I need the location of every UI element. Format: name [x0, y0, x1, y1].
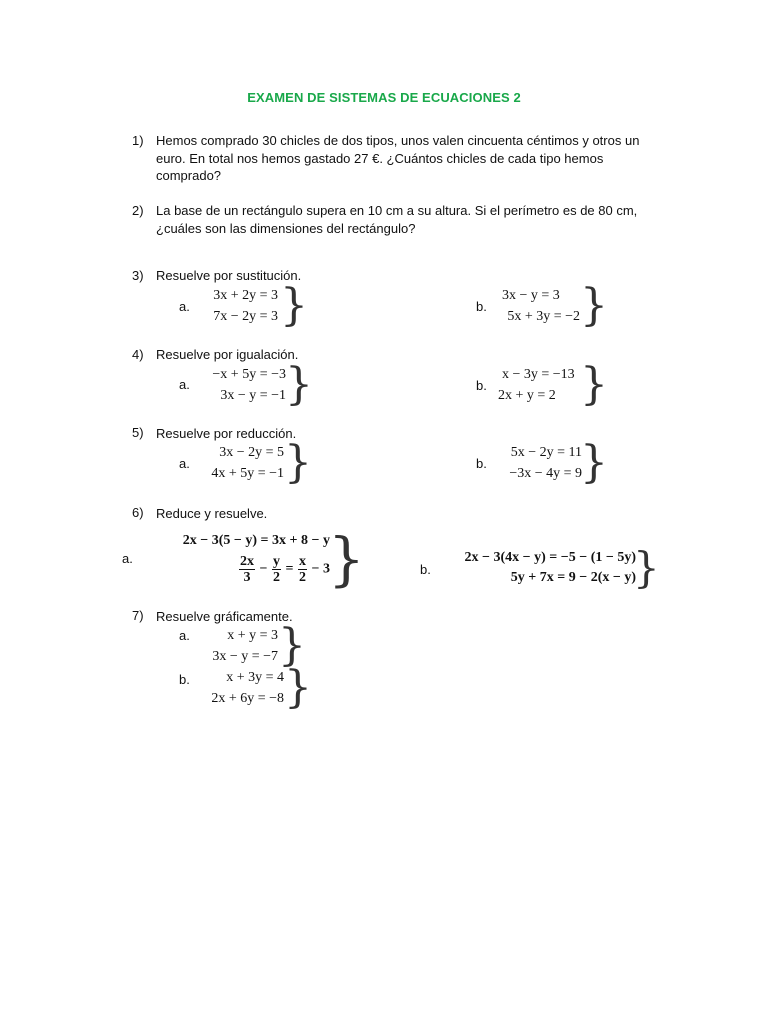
question-6a-system — [160, 530, 330, 585]
question-3b-label: b. — [476, 299, 487, 314]
question-4a-system — [196, 364, 286, 406]
equation: 3x − 2y = 5 — [219, 445, 284, 460]
question-6b-system — [440, 548, 636, 588]
question-5-number: 5) — [132, 425, 144, 440]
question-2-text: La base de un rectángulo supera en 10 cm a su altura. Si el perímetro es de 80 cm, ¿cuáles son las dimensiones del rectángulo? — [156, 203, 638, 236]
equation: 2x − 3(5 − y) = 3x + 8 − y — [182, 533, 330, 548]
equation: −3x − 4y = 9 — [509, 466, 582, 481]
question-3b-system — [496, 285, 580, 327]
question-4b-system — [498, 364, 588, 406]
question-4a-label: a. — [179, 377, 190, 392]
brace: } — [284, 662, 312, 713]
fraction: $\frac{2x}{3}$ — [240, 554, 255, 585]
question-4-text: Resuelve por igualación. — [156, 347, 299, 362]
brace: } — [580, 437, 608, 488]
equation: 3x − y = −1 — [220, 388, 286, 403]
question-5b-label: b. — [476, 456, 487, 471]
equation: x + 3y = 4 — [226, 670, 284, 685]
question-7b-label: b. — [179, 672, 190, 687]
equation: 4x + 5y = −1 — [211, 466, 284, 481]
equation: x + y = 3 — [227, 628, 278, 643]
equation-with-fractions: $\frac{2x}{3}$ − $\frac{y}{2}$ = $\frac{x}{2}$ − 3 — [240, 554, 330, 585]
question-3a-system — [196, 285, 278, 327]
question-5a-system — [196, 442, 284, 484]
fraction: $\frac{x}{2}$ — [299, 554, 307, 585]
equation: 2x + y = 2 — [498, 388, 556, 403]
question-1-number: 1) — [132, 133, 144, 148]
equation: 5x + 3y = −2 — [507, 309, 580, 324]
question-3-text: Resuelve por sustitución. — [156, 268, 302, 283]
equation: 3x + 2y = 3 — [213, 288, 278, 303]
equation: 5x − 2y = 11 — [510, 445, 582, 460]
equation: x − 3y = −13 — [502, 367, 575, 382]
equation: 2x + 6y = −8 — [211, 691, 284, 706]
equation: 5y + 7x = 9 − 2(x − y) — [510, 570, 636, 585]
question-6b-label: b. — [420, 562, 431, 577]
question-5-text: Resuelve por reducción. — [156, 426, 297, 441]
question-6a-label: a. — [122, 551, 133, 566]
brace: } — [633, 543, 660, 592]
question-7-number: 7) — [132, 608, 144, 623]
question-7a-system — [196, 625, 278, 667]
question-2-number: 2) — [132, 203, 144, 218]
question-3-number: 3) — [132, 268, 144, 283]
question-6-number: 6) — [132, 505, 144, 520]
brace: } — [280, 280, 308, 331]
question-3a-label: a. — [179, 299, 190, 314]
exam-title: EXAMEN DE SISTEMAS DE ECUACIONES 2 — [247, 90, 521, 105]
question-4b-label: b. — [476, 378, 487, 393]
question-7-text: Resuelve gráficamente. — [156, 609, 293, 624]
brace: } — [580, 280, 608, 331]
equation: 3x − y = 3 — [502, 288, 560, 303]
question-7a-label: a. — [179, 628, 190, 643]
brace: } — [328, 525, 365, 593]
brace: } — [278, 620, 306, 671]
brace: } — [284, 437, 312, 488]
equation: 3x − y = −7 — [212, 649, 278, 664]
question-1-text: Hemos comprado 30 chicles de dos tipos, unos valen cincuenta céntimos y otros un euro. En total nos hemos gastado 27 €. ¿Cuántos chicles de cada tipo hemos comprado? — [156, 133, 640, 183]
question-4-number: 4) — [132, 347, 144, 362]
question-7b-system — [196, 667, 284, 709]
brace: } — [285, 359, 313, 410]
brace: } — [580, 359, 608, 410]
fraction: $\frac{y}{2}$ — [273, 554, 281, 585]
question-6-text: Reduce y resuelve. — [156, 506, 268, 521]
question-5b-system — [498, 442, 582, 484]
question-5a-label: a. — [179, 456, 190, 471]
equation: −x + 5y = −3 — [212, 367, 286, 382]
equation: 7x − 2y = 3 — [213, 309, 278, 324]
equation: 2x − 3(4x − y) = −5 − (1 − 5y) — [464, 550, 636, 565]
